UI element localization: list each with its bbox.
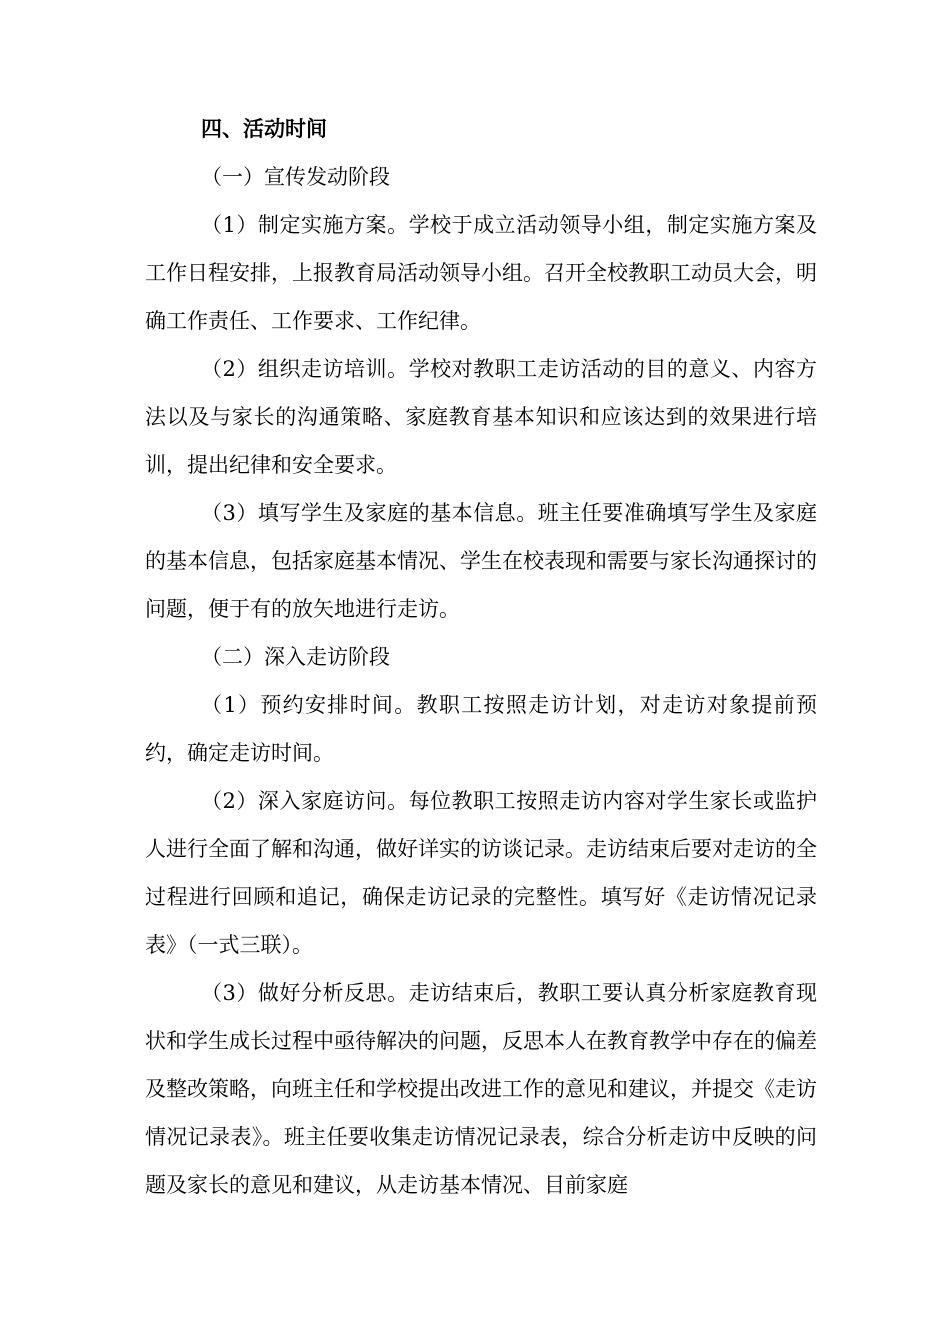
subsection-heading-publicity: （一）宣传发动阶段: [201, 165, 390, 189]
paragraph-analysis-reflection: （3）做好分析反思。走访结束后，教职工要认真分析家庭教育现状和学生成长过程中亟待解决的问题，反思本人在教育教学中存在的偏差及整改策略，向班主任和学校提出改进工作的意见和建议，并提交《走访情况记录表》。班主任要收集走访情况记录表，综合分析走访中反映的问题及家长的意见和建议，从走访基本情况、目前家庭: [145, 981, 817, 1197]
paragraph-student-info: （3）填写学生及家庭的基本信息。班主任要准确填写学生及家庭的基本信息，包括家庭基本情况、学生在校表现和需要与家长沟通探讨的问题，便于有的放矢地进行走访。: [145, 501, 817, 621]
paragraph-implementation-plan: （1）制定实施方案。学校于成立活动领导小组，制定实施方案及工作日程安排，上报教育局活动领导小组。召开全校教职工动员大会，明确工作责任、工作要求、工作纪律。: [145, 213, 817, 333]
paragraph-appointment: （1）预约安排时间。教职工按照走访计划，对走访对象提前预约，确定走访时间。: [145, 693, 817, 765]
document-body: [145, 105, 817, 1209]
section-title: 四、活动时间: [201, 116, 327, 141]
paragraph-home-visit: （2）深入家庭访问。每位教职工按照走访内容对学生家长或监护人进行全面了解和沟通，做好详实的访谈记录。走访结束后要对走访的全过程进行回顾和追记，确保走访记录的完整性。填写好《走访情况记录表》（一式三联）。: [145, 789, 817, 957]
subsection-heading-visiting: （二）深入走访阶段: [201, 645, 390, 669]
paragraph-visit-training: （2）组织走访培训。学校对教职工走访活动的目的意义、内容方法以及与家长的沟通策略、家庭教育基本知识和应该达到的效果进行培训，提出纪律和安全要求。: [145, 357, 817, 477]
